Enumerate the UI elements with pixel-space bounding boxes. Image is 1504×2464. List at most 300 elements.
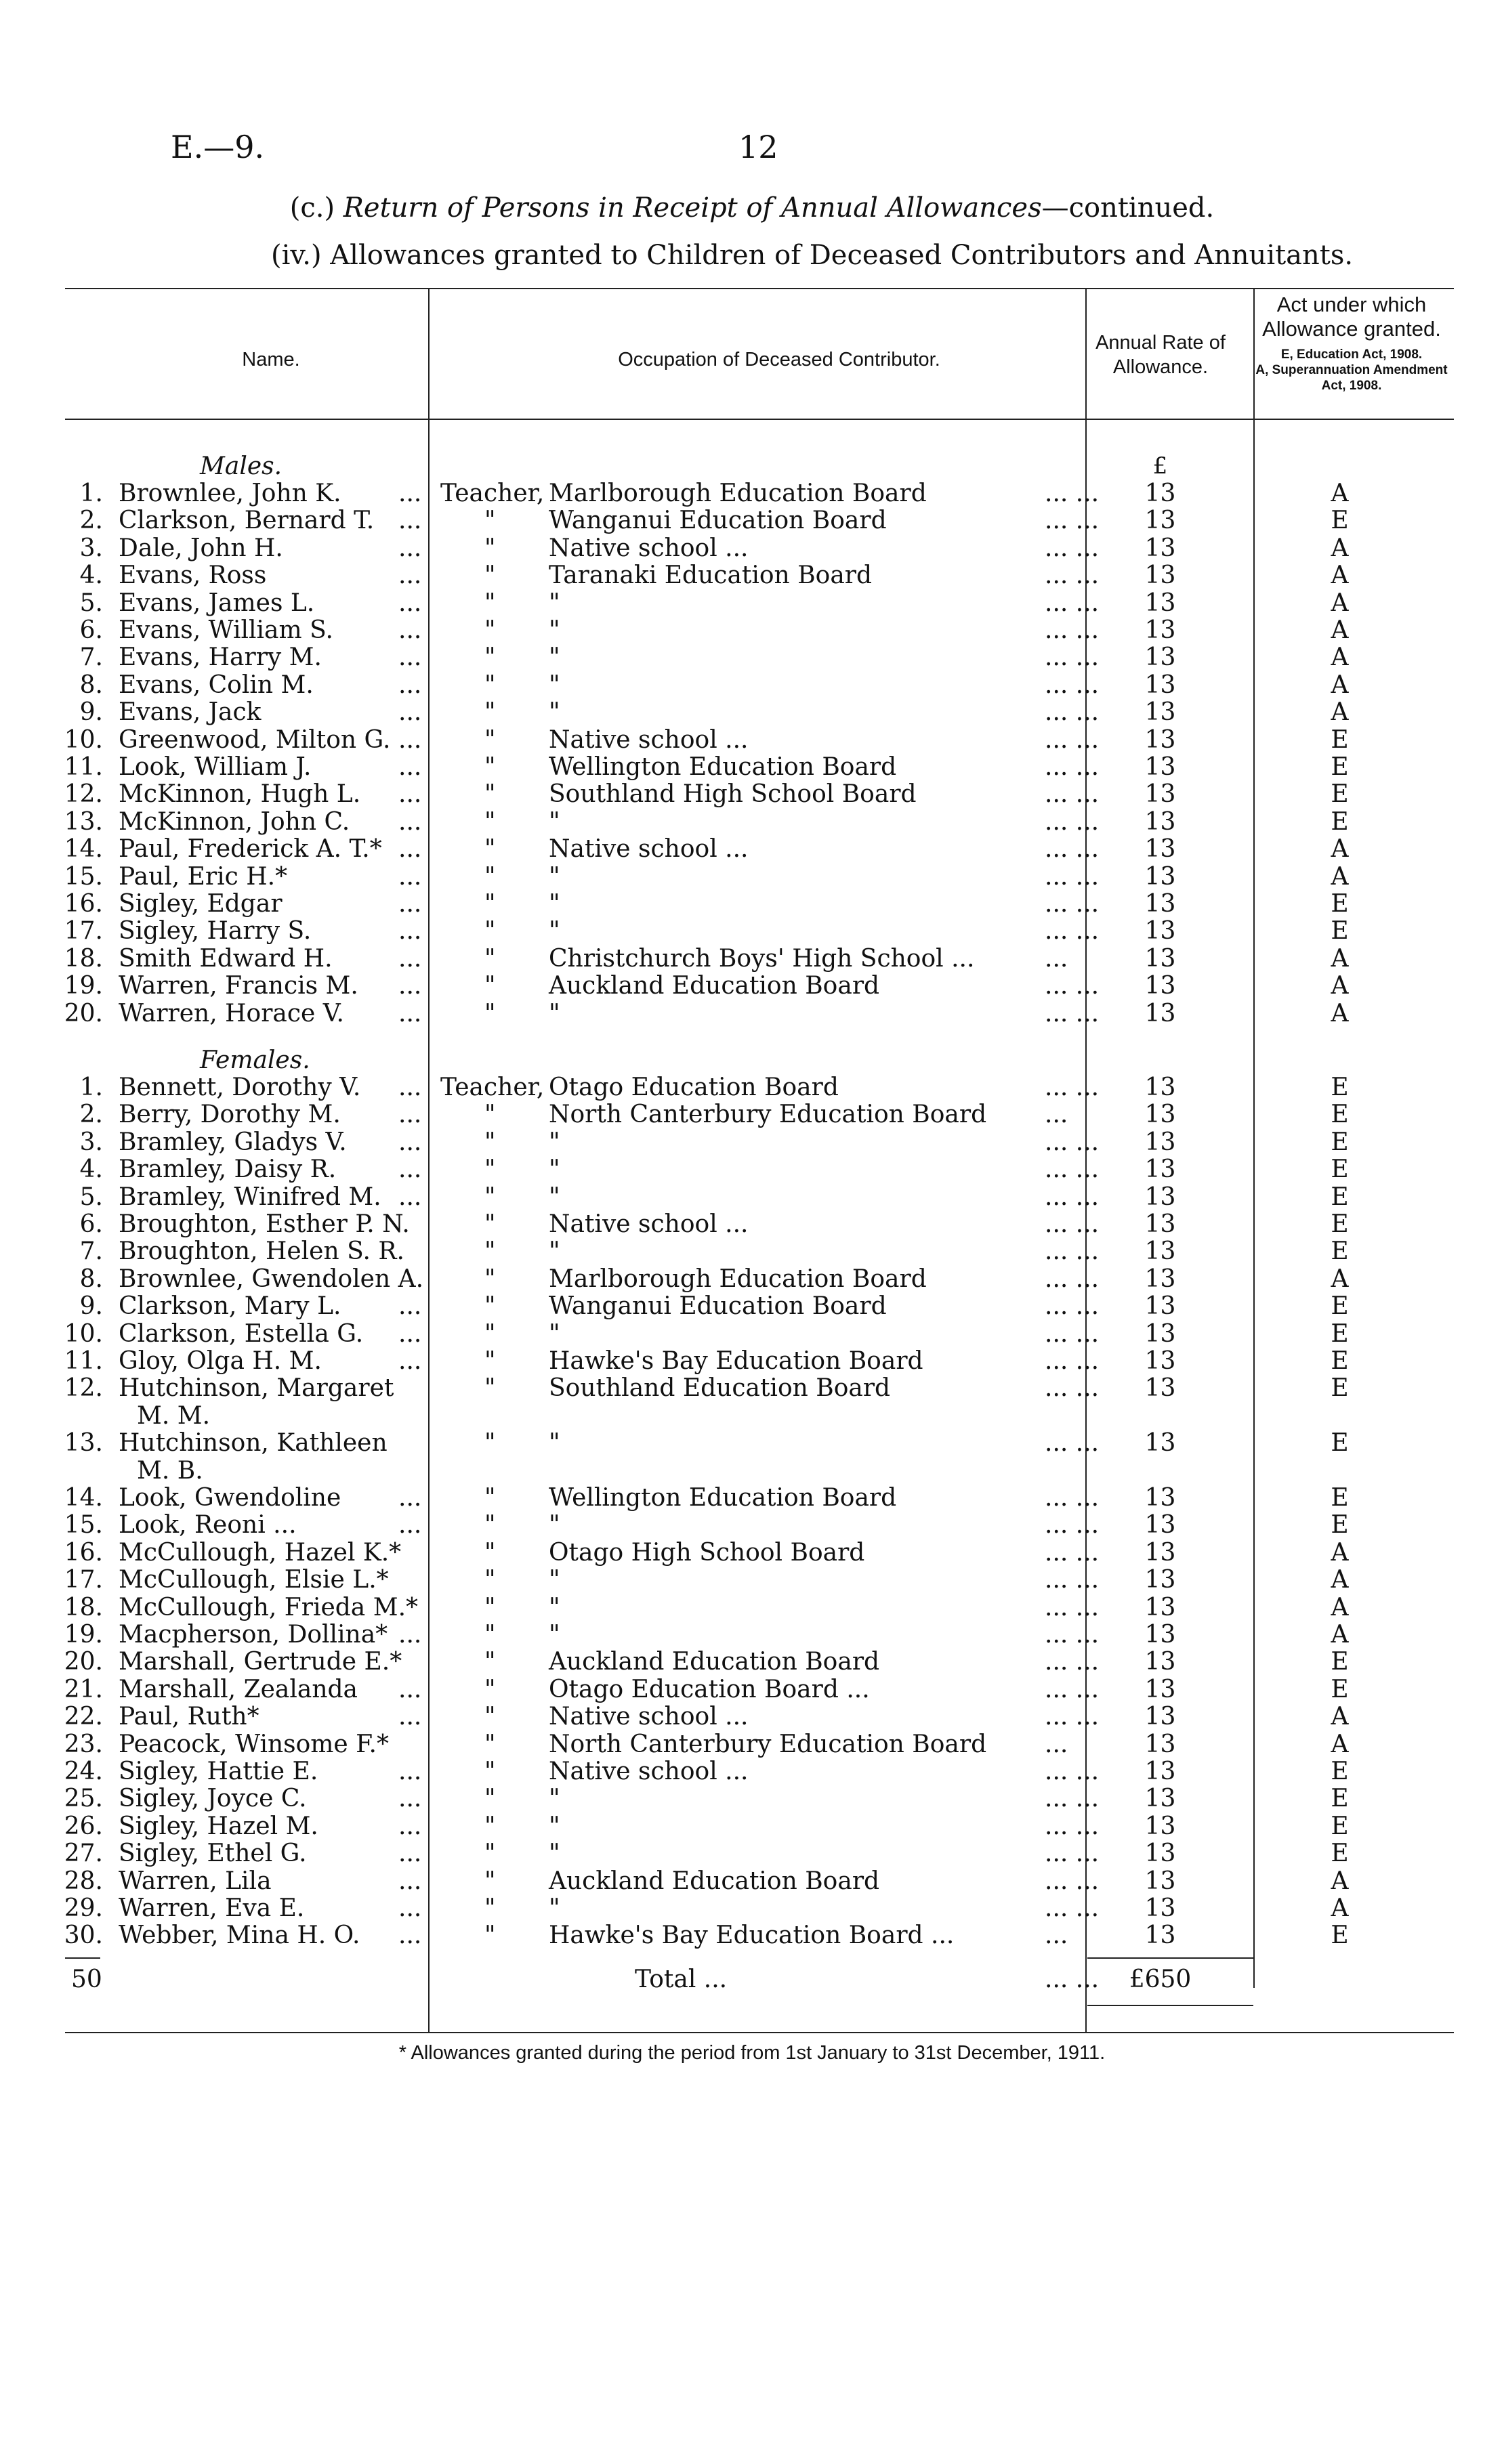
person-name: McKinnon, John C.: [119, 807, 350, 836]
annual-rate: 13: [1144, 1730, 1176, 1758]
ditto-mark: ": [484, 671, 496, 699]
row-number: 20.: [64, 999, 103, 1027]
column-header-act-notes: [1253, 347, 1450, 394]
act-code: E: [1331, 917, 1349, 946]
annual-rate: 13: [1144, 807, 1176, 836]
annual-rate: 13: [1144, 1867, 1176, 1895]
total-amount: £650: [1129, 1966, 1192, 1993]
table-row: [0, 863, 1504, 890]
count-rule: [65, 1957, 100, 1959]
leader-dots: ...: [398, 917, 422, 946]
annual-rate: 13: [1144, 1319, 1176, 1348]
leader-dots: ... ...: [1045, 1074, 1100, 1101]
annual-rate: 13: [1144, 1758, 1176, 1785]
act-code: A: [1331, 862, 1349, 891]
leader-dots: ... ...: [1045, 1675, 1100, 1703]
table-row: [0, 1155, 1504, 1183]
ditto-mark: ": [484, 1265, 496, 1293]
occupation: Marlborough Education Board: [549, 1265, 927, 1293]
act-code: E: [1331, 1921, 1349, 1950]
person-name: Evans, Jack: [119, 698, 262, 727]
annual-rate: 13: [1144, 1292, 1176, 1321]
leader-dots: ...: [398, 1319, 422, 1348]
ditto-mark: ": [484, 835, 496, 864]
table-row: [0, 698, 1504, 725]
leader-dots: ...: [398, 1074, 422, 1101]
row-number: 12.: [64, 1374, 103, 1403]
row-number: 3.: [79, 1128, 103, 1156]
ditto-mark: ": [484, 1812, 496, 1840]
row-number: 9.: [79, 1292, 103, 1321]
act-code: A: [1331, 944, 1349, 973]
ditto-mark: ": [484, 589, 496, 617]
occupation: Marlborough Education Board: [549, 480, 927, 507]
act-code: A: [1331, 972, 1349, 1000]
leader-dots: ... ...: [1045, 1183, 1100, 1211]
table-row: [0, 1785, 1504, 1812]
leader-dots: ...: [398, 1703, 422, 1731]
table-subtitle: (iv.) Allowances granted to Children of Deceased Contributors and Annuitants.: [271, 240, 1354, 271]
person-name: Gloy, Olga H. M.: [119, 1347, 322, 1375]
annual-rate: 13: [1144, 671, 1176, 699]
annual-rate: 13: [1144, 1237, 1176, 1266]
leader-dots: ...: [398, 616, 422, 644]
column-header-occupation: Occupation of Deceased Contributor.: [618, 349, 940, 370]
leader-dots: ... ...: [1045, 698, 1100, 727]
table-row: [0, 1292, 1504, 1319]
row-number: 9.: [79, 698, 103, 727]
currency-symbol: £: [1152, 452, 1168, 480]
person-name: Broughton, Esther P. N.: [119, 1210, 410, 1238]
occupation: Auckland Education Board: [549, 1867, 880, 1895]
person-name: Clarkson, Mary L.: [119, 1292, 341, 1321]
occupation: ": [549, 643, 560, 672]
occupation: ": [549, 1785, 560, 1813]
ditto-mark: ": [484, 1840, 496, 1868]
row-number: 12.: [64, 780, 103, 809]
occupation: Native school ...: [549, 534, 749, 562]
person-name: Paul, Ruth*: [119, 1703, 259, 1731]
act-code: E: [1331, 1429, 1349, 1458]
row-number: 11.: [64, 753, 103, 781]
leader-dots: ... ...: [1045, 1484, 1100, 1512]
person-name: Hutchinson, Kathleen: [119, 1429, 388, 1458]
title-suffix: —continued.: [1041, 192, 1215, 224]
column-header-rate: Annual Rate of Allowance.: [1095, 332, 1226, 378]
occupation: Christchurch Boys' High School ...: [549, 944, 975, 973]
act-code: E: [1331, 1074, 1349, 1101]
table-row: [0, 1812, 1504, 1840]
row-number: 1.: [79, 480, 103, 507]
leader-dots: ... ...: [1045, 1593, 1100, 1621]
row-number: 5.: [79, 589, 103, 617]
row-number: 13.: [64, 807, 103, 836]
occupation: ": [549, 1812, 560, 1840]
table-row: [0, 1265, 1504, 1292]
table-row: [0, 1840, 1504, 1867]
leader-dots: ... ...: [1045, 1621, 1100, 1649]
leader-dots: ... ...: [1045, 807, 1100, 836]
occupation: ": [549, 1319, 560, 1348]
ditto-mark: ": [484, 1429, 496, 1458]
leader-dots: ... ...: [1045, 1648, 1100, 1676]
leader-dots: ...: [398, 725, 422, 754]
leader-dots: ... ...: [1045, 1703, 1100, 1731]
person-name: Sigley, Ethel G.: [119, 1840, 307, 1868]
table-row: [0, 1730, 1504, 1758]
leader-dots: ... ...: [1045, 1265, 1100, 1293]
person-name: Marshall, Zealanda: [119, 1675, 358, 1703]
table-row: [0, 945, 1504, 972]
leader-dots: ... ...: [1045, 671, 1100, 699]
row-number: 6.: [79, 616, 103, 644]
annual-rate: 13: [1144, 1812, 1176, 1840]
row-number: 14.: [64, 1484, 103, 1512]
annual-rate: 13: [1144, 1921, 1176, 1950]
row-number: 22.: [64, 1703, 103, 1731]
section-label-females: Females.: [200, 1046, 310, 1074]
person-name: Evans, Ross: [119, 561, 267, 590]
occupation: ": [549, 589, 560, 617]
total-leader-dots: ... ...: [1045, 1966, 1100, 1993]
leader-dots: ... ...: [1045, 862, 1100, 891]
leader-dots: ... ...: [1045, 1840, 1100, 1868]
occupation: Southland High School Board: [549, 780, 917, 809]
leader-dots: ... ...: [1045, 1538, 1100, 1567]
annual-rate: 13: [1144, 1484, 1176, 1512]
person-name: Evans, Harry M.: [119, 643, 322, 672]
annual-rate: 13: [1144, 698, 1176, 727]
row-number: 8.: [79, 1265, 103, 1293]
row-number: 28.: [64, 1867, 103, 1895]
act-code: E: [1331, 807, 1349, 836]
table-row: [0, 1894, 1504, 1921]
person-name: Paul, Eric H.*: [119, 862, 288, 891]
ditto-mark: ": [484, 1894, 496, 1922]
ditto-mark: ": [484, 1484, 496, 1512]
table-row: [0, 780, 1504, 807]
occupation: ": [549, 917, 560, 946]
leader-dots: ... ...: [1045, 972, 1100, 1000]
row-number: 8.: [79, 671, 103, 699]
leader-dots: ...: [398, 1758, 422, 1785]
annual-rate: 13: [1144, 1128, 1176, 1156]
leader-dots: ...: [398, 753, 422, 781]
annual-rate: 13: [1144, 1621, 1176, 1649]
occupation: Auckland Education Board: [549, 972, 880, 1000]
table-row: [0, 972, 1504, 999]
act-note-a: A, Superannuation Amendment Act, 1908.: [1255, 363, 1448, 393]
leader-dots: ... ...: [1045, 1867, 1100, 1895]
act-code: E: [1331, 1675, 1349, 1703]
ditto-mark: ": [484, 643, 496, 672]
annual-rate: 13: [1144, 780, 1176, 809]
ditto-mark: ": [484, 917, 496, 946]
table-row: [0, 1921, 1504, 1949]
occupation: Native school ...: [549, 1210, 749, 1238]
table-row: [0, 1511, 1504, 1538]
row-number: 17.: [64, 1566, 103, 1594]
row-number: 10.: [64, 725, 103, 754]
person-name: Warren, Francis M.: [119, 972, 358, 1000]
table-row: [0, 1074, 1504, 1101]
occupation: ": [549, 616, 560, 644]
table-row: [0, 1429, 1504, 1485]
ditto-mark: ": [484, 1621, 496, 1649]
person-name: Marshall, Gertrude E.*: [119, 1648, 402, 1676]
leader-dots: ...: [398, 1675, 422, 1703]
table-row: [0, 1374, 1504, 1430]
ditto-mark: ": [484, 507, 496, 535]
table-row: [0, 1320, 1504, 1347]
leader-dots: ...: [398, 1921, 422, 1950]
person-name: Webber, Mina H. O.: [119, 1921, 360, 1950]
leader-dots: ... ...: [1045, 1812, 1100, 1840]
act-code: E: [1331, 1155, 1349, 1184]
act-code: A: [1331, 1730, 1349, 1758]
annual-rate: 13: [1144, 1074, 1176, 1101]
column-header-name: Name.: [242, 349, 300, 370]
table-row: [0, 726, 1504, 753]
title-prefix: (c.): [289, 192, 343, 224]
leader-dots: ...: [398, 589, 422, 617]
leader-dots: ... ...: [1045, 507, 1100, 535]
act-code: E: [1331, 1101, 1349, 1129]
table-row: [0, 1648, 1504, 1675]
leader-dots: ...: [398, 1511, 422, 1539]
leader-dots: ... ...: [1045, 561, 1100, 590]
person-name: Warren, Horace V.: [119, 999, 344, 1027]
person-name: Paul, Frederick A. T.*: [119, 835, 382, 864]
row-number: 27.: [64, 1840, 103, 1868]
leader-dots: ...: [398, 671, 422, 699]
person-name: Hutchinson, Margaret: [119, 1374, 394, 1403]
person-name: Broughton, Helen S. R.: [119, 1237, 404, 1266]
act-code: E: [1331, 1840, 1349, 1868]
leader-dots: ... ...: [1045, 917, 1100, 946]
leader-dots: ...: [1045, 1921, 1068, 1950]
occupation: ": [549, 1593, 560, 1621]
table-row: [0, 589, 1504, 616]
leader-dots: ... ...: [1045, 1319, 1100, 1348]
ditto-mark: ": [484, 753, 496, 781]
ditto-mark: ": [484, 1730, 496, 1758]
annual-rate: 13: [1144, 616, 1176, 644]
act-code: A: [1331, 1593, 1349, 1621]
annual-rate: 13: [1144, 507, 1176, 535]
table-row: [0, 1484, 1504, 1511]
act-code: A: [1331, 1867, 1349, 1895]
person-name: McKinnon, Hugh L.: [119, 780, 361, 809]
leader-dots: ...: [398, 1183, 422, 1211]
total-label: Total ...: [635, 1966, 728, 1993]
total-count: 50: [71, 1966, 102, 1993]
table-row: [0, 808, 1504, 835]
person-name: Greenwood, Milton G.: [119, 725, 391, 754]
table-row: [0, 1676, 1504, 1703]
occupation: Otago Education Board ...: [549, 1675, 870, 1703]
occupation: North Canterbury Education Board: [549, 1101, 987, 1129]
leader-dots: ...: [398, 1347, 422, 1375]
act-code: E: [1331, 1648, 1349, 1676]
act-code: E: [1331, 780, 1349, 809]
occupation: North Canterbury Education Board: [549, 1730, 987, 1758]
table-row: [0, 616, 1504, 643]
ditto-mark: ": [484, 1867, 496, 1895]
leader-dots: ... ...: [1045, 1347, 1100, 1375]
person-name: Dale, John H.: [119, 534, 283, 562]
leader-dots: ...: [1045, 944, 1068, 973]
act-code: A: [1331, 616, 1349, 644]
person-name: Bramley, Winifred M.: [119, 1183, 381, 1211]
table-row: [0, 753, 1504, 780]
act-code: A: [1331, 480, 1349, 507]
table-row: [0, 1128, 1504, 1155]
leader-dots: ...: [1045, 1730, 1068, 1758]
person-name: Warren, Eva E.: [119, 1894, 305, 1922]
leader-dots: ... ...: [1045, 753, 1100, 781]
occupation: Native school ...: [549, 835, 749, 864]
total-bottom-rule: [1087, 2005, 1253, 2006]
leader-dots: ...: [398, 1621, 422, 1649]
occupation: Wanganui Education Board: [549, 1292, 887, 1321]
table-row: [0, 1867, 1504, 1894]
act-code: E: [1331, 1785, 1349, 1813]
person-name: Bramley, Daisy R.: [119, 1155, 337, 1184]
occupation: ": [549, 1237, 560, 1266]
ditto-mark: ": [484, 1785, 496, 1813]
ditto-mark: ": [484, 1237, 496, 1266]
ditto-mark: ": [484, 972, 496, 1000]
row-number: 5.: [79, 1183, 103, 1211]
occupation: ": [549, 1840, 560, 1868]
annual-rate: 13: [1144, 534, 1176, 562]
leader-dots: ...: [398, 534, 422, 562]
ditto-mark: ": [484, 1210, 496, 1238]
annual-rate: 13: [1144, 862, 1176, 891]
row-number: 7.: [79, 643, 103, 672]
ditto-mark: ": [484, 1593, 496, 1621]
annual-rate: 13: [1144, 1593, 1176, 1621]
column-header-act: Act under which Allowance granted.: [1262, 293, 1441, 341]
person-name: Sigley, Hattie E.: [119, 1758, 318, 1785]
act-code: A: [1331, 643, 1349, 672]
ditto-mark: ": [484, 1675, 496, 1703]
row-number: 4.: [79, 1155, 103, 1184]
leader-dots: ...: [398, 1867, 422, 1895]
ditto-mark: ": [484, 1101, 496, 1129]
table-row: [0, 1539, 1504, 1566]
table-row: [0, 1101, 1504, 1128]
person-name: Evans, Colin M.: [119, 671, 314, 699]
annual-rate: 13: [1144, 480, 1176, 507]
person-name: Macpherson, Dollina*: [119, 1621, 388, 1649]
person-name-continued: M. B.: [137, 1456, 203, 1485]
ditto-mark: ": [484, 1183, 496, 1211]
act-code: A: [1331, 698, 1349, 727]
person-name: Sigley, Edgar: [119, 890, 283, 918]
occupation: ": [549, 1566, 560, 1594]
row-number: 13.: [64, 1429, 103, 1458]
leader-dots: ... ...: [1045, 534, 1100, 562]
row-number: 1.: [79, 1074, 103, 1101]
row-number: 19.: [64, 1621, 103, 1649]
table-row: [0, 1594, 1504, 1621]
act-code: E: [1331, 1484, 1349, 1512]
leader-dots: ... ...: [1045, 1374, 1100, 1403]
leader-dots: ...: [398, 862, 422, 891]
leader-dots: ... ...: [1045, 725, 1100, 754]
leader-dots: ...: [398, 1894, 422, 1922]
act-code: E: [1331, 890, 1349, 918]
ditto-mark: ": [484, 1347, 496, 1375]
occupation: Taranaki Education Board: [549, 561, 873, 590]
leader-dots: ...: [398, 1840, 422, 1868]
annual-rate: 13: [1144, 643, 1176, 672]
leader-dots: ... ...: [1045, 1429, 1100, 1458]
row-number: 3.: [79, 534, 103, 562]
ditto-mark: ": [484, 616, 496, 644]
ditto-mark: ": [484, 1511, 496, 1539]
annual-rate: 13: [1144, 561, 1176, 590]
leader-dots: ...: [398, 999, 422, 1027]
table-row: [0, 671, 1504, 698]
annual-rate: 13: [1144, 589, 1176, 617]
annual-rate: 13: [1144, 1155, 1176, 1184]
row-number: 18.: [64, 944, 103, 973]
person-name: Evans, William S.: [119, 616, 333, 644]
act-code: A: [1331, 1265, 1349, 1293]
occupation: ": [549, 1429, 560, 1458]
leader-dots: ... ...: [1045, 1292, 1100, 1321]
person-name: Brownlee, John K.: [119, 480, 341, 507]
annual-rate: 13: [1144, 1566, 1176, 1594]
annual-rate: 13: [1144, 1785, 1176, 1813]
act-code: E: [1331, 725, 1349, 754]
person-name: McCullough, Frieda M.*: [119, 1593, 419, 1621]
row-number: 21.: [64, 1675, 103, 1703]
annual-rate: 13: [1144, 1265, 1176, 1293]
ditto-mark: ": [484, 1703, 496, 1731]
leader-dots: ...: [398, 643, 422, 672]
annual-rate: 13: [1144, 1894, 1176, 1922]
leader-dots: ...: [398, 507, 422, 535]
ditto-mark: ": [484, 862, 496, 891]
table-bottom-rule: [65, 2032, 1454, 2033]
leader-dots: ...: [398, 698, 422, 727]
act-code: E: [1331, 1347, 1349, 1375]
ditto-mark: ": [484, 944, 496, 973]
act-code: E: [1331, 753, 1349, 781]
page-number: 12: [738, 129, 778, 165]
row-number: 19.: [64, 972, 103, 1000]
row-number: 6.: [79, 1210, 103, 1238]
ditto-mark: ": [484, 1374, 496, 1403]
person-name: Sigley, Joyce C.: [119, 1785, 307, 1813]
leader-dots: ... ...: [1045, 1237, 1100, 1266]
leader-dots: ... ...: [1045, 1210, 1100, 1238]
ditto-mark: ": [484, 1921, 496, 1950]
row-number: 17.: [64, 917, 103, 946]
ditto-mark: ": [484, 807, 496, 836]
annual-rate: 13: [1144, 725, 1176, 754]
person-name: Brownlee, Gwendolen A.: [119, 1265, 424, 1293]
act-code: A: [1331, 589, 1349, 617]
occupation: Native school ...: [549, 1758, 749, 1785]
ditto-mark: ": [484, 1538, 496, 1567]
section-label-males: Males.: [200, 452, 283, 480]
table-row: [0, 1210, 1504, 1237]
